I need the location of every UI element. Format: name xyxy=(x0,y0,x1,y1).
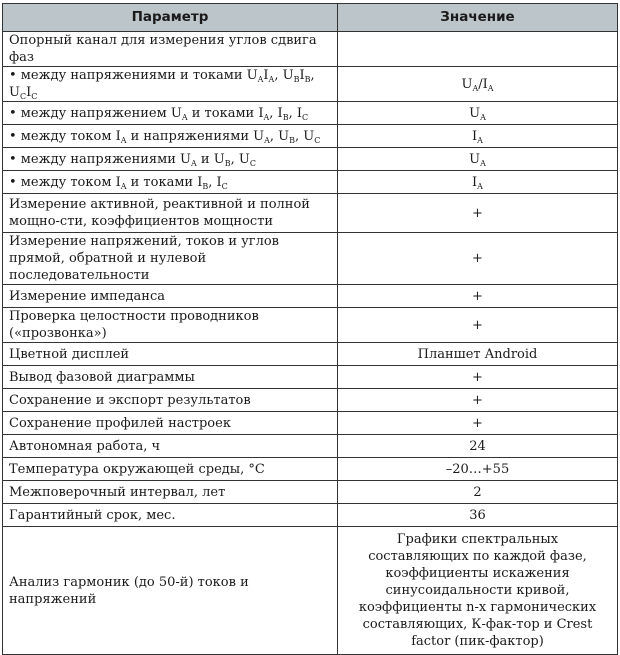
value-cell: + xyxy=(338,233,618,285)
value-cell: + xyxy=(338,285,618,308)
table-row xyxy=(3,458,618,481)
phase-subscript: C xyxy=(221,181,228,191)
table-row xyxy=(3,194,618,233)
table-row xyxy=(3,481,618,504)
param-cell: • между напряжениями $U_A$ и $U_B$, $U_C$ xyxy=(3,148,338,171)
phase-subscript: A xyxy=(480,112,486,122)
phase-subscript: C xyxy=(314,135,321,145)
value-cell xyxy=(338,32,618,67)
value-cell: Графики спектральных составляющих по каждой фазе, коэффициенты искажения синусоидальности кривой, коэффициенты n-х гармонических составляющих, К-фак-тор и Crest factor (пик-фактор) xyxy=(338,527,618,655)
table-row xyxy=(3,366,618,389)
value-cell: Планшет Android xyxy=(338,343,618,366)
table-row xyxy=(3,67,618,102)
value-cell: $U_A$ xyxy=(338,102,618,125)
value-header: Значение xyxy=(338,4,618,32)
table-row xyxy=(3,308,618,343)
phase-subscript: A xyxy=(480,158,486,168)
phase-subscript: A xyxy=(191,158,197,168)
value-cell: 2 xyxy=(338,481,618,504)
phase-subscript: A xyxy=(120,181,127,191)
value-cell: $U_A$ xyxy=(338,148,618,171)
param-cell: Измерение активной, реактивной и полной мощно-сти, коэффициентов мощности xyxy=(3,194,338,233)
param-header: Параметр xyxy=(3,4,338,32)
phase-subscript: A xyxy=(181,112,188,122)
phase-subscript: B xyxy=(304,75,311,84)
param-cell: Измерение импеданса xyxy=(3,285,338,308)
phase-subscript: C xyxy=(31,92,38,101)
param-cell: Сохранение и экспорт результатов xyxy=(3,389,338,412)
param-cell: • между напряжением $U_A$ и токами $I_A$, $I_B$, $I_C$ xyxy=(3,102,338,125)
value-cell: + xyxy=(338,308,618,343)
value-cell: $U_A/I_A$ xyxy=(338,67,618,102)
value-cell: + xyxy=(338,194,618,233)
param-cell: Цветной дисплей xyxy=(3,343,338,366)
phase-subscript: B xyxy=(289,135,295,145)
value-cell: 36 xyxy=(338,504,618,527)
phase-subscript: B xyxy=(224,158,231,168)
table-row xyxy=(3,102,618,125)
phase-subscript: B xyxy=(202,181,209,191)
table-row xyxy=(3,527,618,655)
phase-subscript: A xyxy=(477,181,483,191)
table-row xyxy=(3,171,618,194)
header-row xyxy=(3,4,618,32)
phase-subscript: C xyxy=(249,158,256,168)
table-row xyxy=(3,343,618,366)
value-cell: $I_A$ xyxy=(338,171,618,194)
phase-subscript: C xyxy=(19,92,27,101)
value-cell: + xyxy=(338,389,618,412)
phase-subscript: A xyxy=(257,75,264,84)
param-cell: • между напряжениями и токами $U_AI_A$, $U_BI_B$, $U_CI_C$ xyxy=(3,67,338,102)
spec-table xyxy=(2,3,618,655)
value-cell: 24 xyxy=(338,435,618,458)
phase-subscript: A xyxy=(120,135,127,145)
param-cell: Вывод фазовой диаграммы xyxy=(3,366,338,389)
value-cell: + xyxy=(338,412,618,435)
table-row xyxy=(3,125,618,148)
param-cell: Автономная работа, ч xyxy=(3,435,338,458)
table-row xyxy=(3,389,618,412)
phase-subscript: A xyxy=(487,83,494,93)
phase-subscript: A xyxy=(477,135,483,145)
value-cell: + xyxy=(338,366,618,389)
param-cell: Межповерочный интервал, лет xyxy=(3,481,338,504)
phase-subscript: A xyxy=(264,135,270,145)
phase-subscript: A xyxy=(268,75,275,84)
param-cell: • между током $I_A$ и токами $I_B$, $I_C$ xyxy=(3,171,338,194)
table-row xyxy=(3,285,618,308)
table-row xyxy=(3,412,618,435)
value-cell: –20…+55 xyxy=(338,458,618,481)
phase-subscript: B xyxy=(282,112,289,122)
phase-subscript: A xyxy=(263,112,270,122)
param-cell: Температура окружающей среды, °C xyxy=(3,458,338,481)
param-cell: Анализ гармоник (до 50-й) токов и напряжений xyxy=(3,527,338,655)
phase-subscript: C xyxy=(301,112,309,122)
table-row xyxy=(3,32,618,67)
table-row xyxy=(3,435,618,458)
param-cell: Сохранение профилей настроек xyxy=(3,412,338,435)
table-row xyxy=(3,504,618,527)
phase-subscript: A xyxy=(472,83,479,93)
param-cell: Измерение напряжений, токов и углов прямой, обратной и нулевой последовательности xyxy=(3,233,338,285)
param-cell: Опорный канал для измерения углов сдвига фаз xyxy=(3,32,338,67)
param-cell: Проверка целостности проводников («прозвонка») xyxy=(3,308,338,343)
param-cell: • между током $I_A$ и напряжениями $U_A$, $U_B$, $U_C$ xyxy=(3,125,338,148)
param-cell: Гарантийный срок, мес. xyxy=(3,504,338,527)
table-row xyxy=(3,233,618,285)
table-row xyxy=(3,148,618,171)
value-cell: $I_A$ xyxy=(338,125,618,148)
phase-subscript: B xyxy=(293,75,300,84)
